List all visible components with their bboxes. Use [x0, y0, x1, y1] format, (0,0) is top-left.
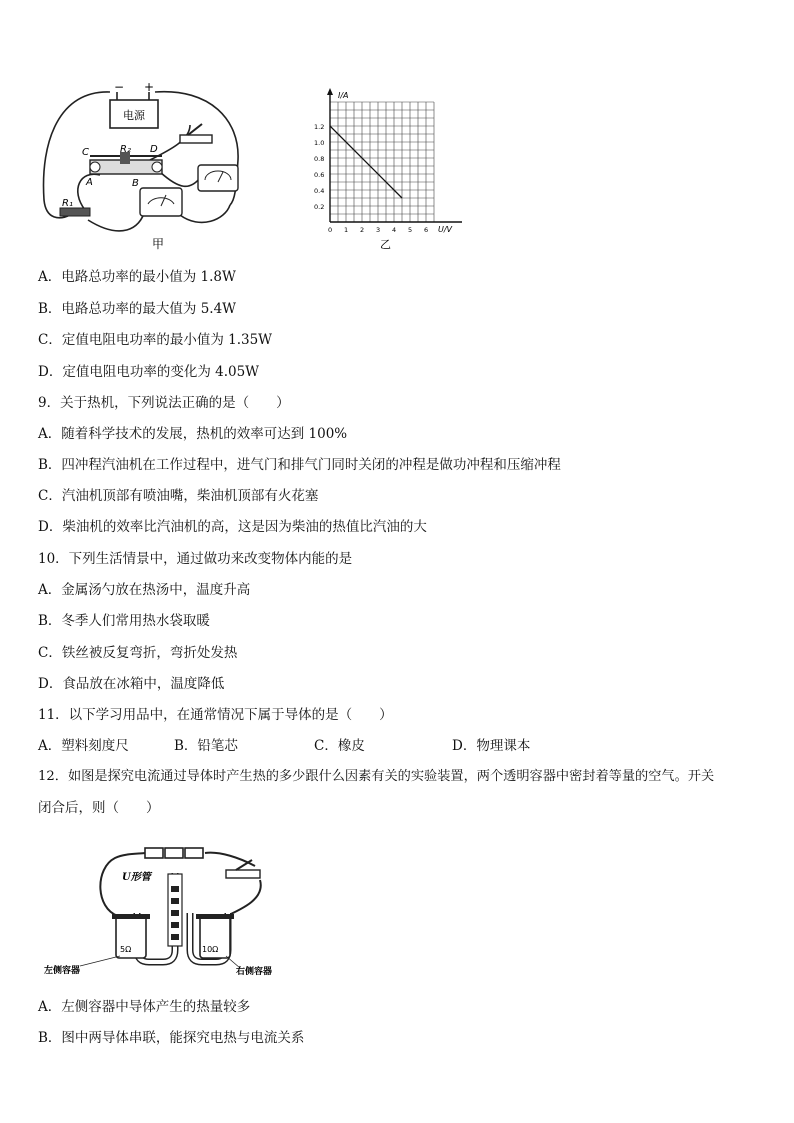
minus-terminal-label: − [114, 80, 125, 94]
q11-option-d: D．物理课本 [452, 738, 531, 754]
figure-caption-jia: 甲 [152, 237, 165, 251]
q10-option-b: B．冬季人们常用热水袋取暖 [38, 613, 210, 629]
q10-option-a: A．金属汤勺放在热汤中，温度升高 [38, 582, 251, 598]
circuit-figure [40, 80, 250, 252]
q10-stem: 10．下列生活情景中，通过做功来改变物体内能的是 [38, 551, 353, 567]
q11-option-b: B．铅笔芯 [174, 738, 238, 754]
rheostat [90, 152, 162, 174]
u-tube-label: U形管 [122, 872, 151, 883]
q11-stem: 11．以下学习用品中，在通常情况下属于导体的是（ ） [38, 707, 393, 723]
q10-option-d: D．食品放在冰箱中，温度降低 [38, 676, 225, 692]
left-resistor-label: 5Ω [120, 945, 132, 954]
voltmeter [198, 165, 238, 191]
y-tick-label: 0.8 [314, 155, 325, 163]
q11-option-a: A．塑料刻度尺 [38, 738, 129, 754]
y-tick-label: 0.2 [314, 203, 325, 211]
switch [226, 860, 260, 878]
y-tick-label: 1.2 [314, 123, 325, 131]
left-container-label: 左侧容器 [44, 966, 81, 976]
label-b: B [132, 178, 139, 189]
x-axis-label: U/V [438, 225, 453, 234]
battery-pack [145, 848, 203, 858]
q11-option-c: C．橡皮 [314, 738, 365, 754]
q9-option-d: D．柴油机的效率比汽油机的高，这是因为柴油的热值比汽油的大 [38, 519, 427, 535]
label-r1: R₁ [62, 198, 73, 209]
q8-option-b: B．电路总功率的最大值为 5.4W [38, 301, 237, 317]
ammeter [140, 188, 182, 216]
label-d: D [150, 144, 158, 155]
q9-option-c: C．汽油机顶部有喷油嘴，柴油机顶部有火花塞 [38, 488, 319, 504]
resistor-r1 [60, 208, 90, 216]
q12-option-a: A．左侧容器中导体产生的热量较多 [38, 999, 251, 1015]
q12-option-b: B．图中两导体串联，能探究电热与电流关系 [38, 1030, 305, 1046]
right-resistor-label: 10Ω [202, 945, 219, 954]
graph-grid [330, 102, 434, 222]
y-tick-label: 0.6 [314, 171, 325, 179]
q11-options [38, 737, 530, 755]
label-r2: R₂ [120, 144, 131, 155]
x-tick-label: 4 [392, 226, 397, 234]
iu-graph [312, 86, 472, 252]
q8-option-c: C．定值电阻电功率的最小值为 1.35W [38, 332, 273, 348]
q12-stem-line1: 12．如图是探究电流通过导体时产生热的多少跟什么因素有关的实验装置，两个透明容器中密封着等量的空气。开关 [38, 769, 715, 784]
y-tick-label: 0.4 [314, 187, 325, 195]
figure-caption-yi: 乙 [380, 238, 391, 251]
q9-stem: 9．关于热机，下列说法正确的是（ ） [38, 395, 290, 411]
label-c: C [82, 147, 89, 158]
switch [180, 124, 212, 143]
q10-option-c: C．铁丝被反复弯折，弯折处发热 [38, 645, 238, 661]
iu-line [330, 126, 402, 198]
q9-option-b: B．四冲程汽油机在工作过程中，进气门和排气门同时关闭的冲程是做功冲程和压缩冲程 [38, 457, 561, 473]
q9-option-a: A．随着科学技术的发展，热机的效率可达到 100% [38, 426, 348, 442]
y-axis-label: I/A [338, 91, 349, 100]
label-a: A [86, 177, 93, 188]
y-tick-label: 1.0 [314, 139, 325, 147]
plus-terminal-label: + [144, 80, 155, 94]
q8-option-a: A．电路总功率的最小值为 1.8W [38, 269, 236, 285]
x-tick-label: 0 [328, 226, 333, 234]
q8-option-d: D．定值电阻电功率的变化为 4.05W [38, 364, 260, 380]
right-container-label: 右侧容器 [236, 967, 273, 977]
power-supply-label: 电源 [123, 109, 145, 122]
x-tick-label: 6 [424, 226, 429, 234]
x-tick-label: 5 [408, 226, 413, 234]
x-tick-label: 3 [376, 226, 381, 234]
q12-stem-line2: 闭合后，则（ ） [38, 800, 160, 816]
u-tube-apparatus [40, 838, 300, 978]
x-tick-label: 2 [360, 226, 365, 234]
x-tick-label: 1 [344, 226, 349, 234]
